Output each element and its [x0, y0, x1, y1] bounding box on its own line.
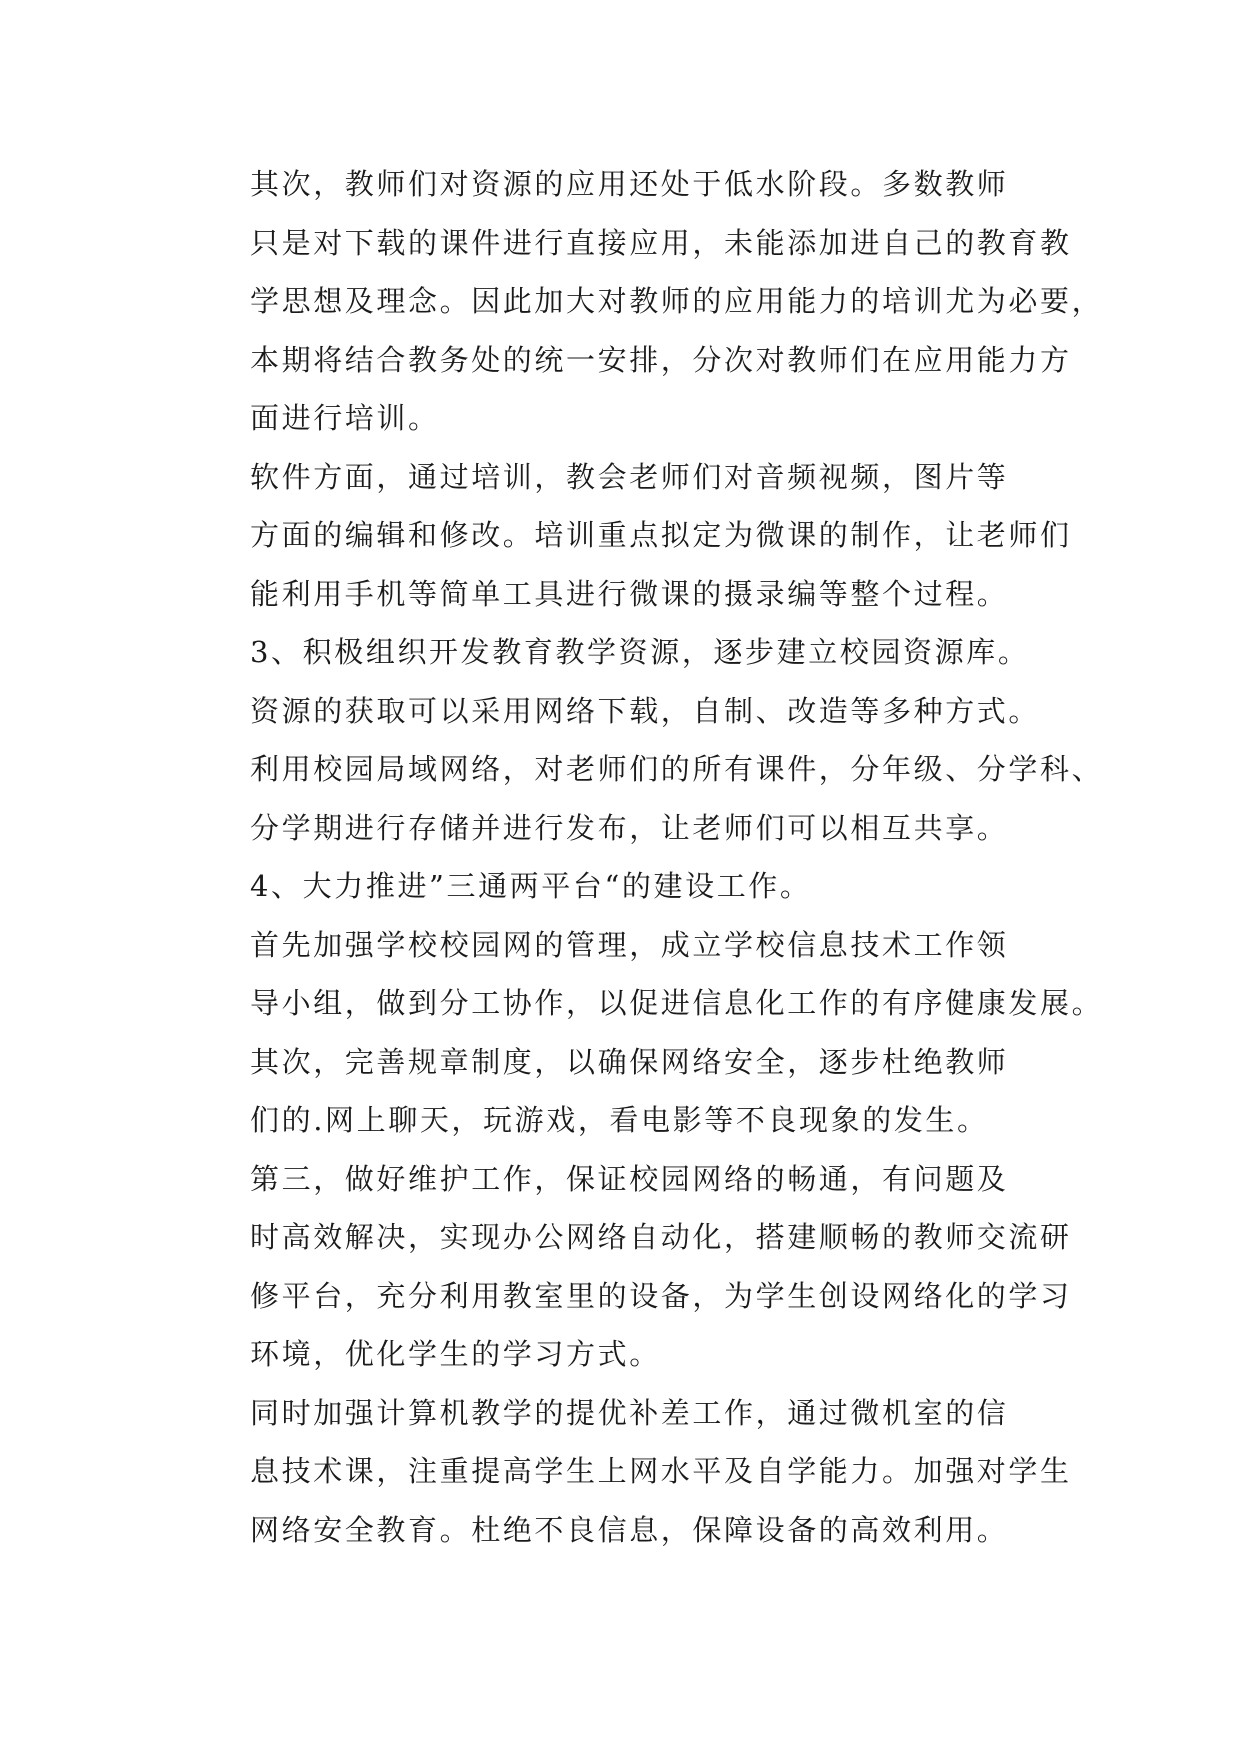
text-line: 只是对下载的课件进行直接应用，未能添加进自己的教育教 [250, 225, 1072, 260]
text-line: 同时加强计算机教学的提优补差工作，通过微机室的信 [250, 1395, 1009, 1430]
paragraph-8 [192, 1150, 1092, 1384]
section-heading-4 [192, 857, 1092, 916]
text-line: 软件方面，通过培训，教会老师们对音频视频，图片等 [250, 459, 1009, 494]
text-line: 3、积极组织开发教育教学资源，逐步建立校园资源库。 [250, 635, 1030, 669]
text-line: 面进行培训。 [250, 401, 440, 435]
text-line: 们的.网上聊天，玩游戏，看电影等不良现象的发生。 [250, 1103, 989, 1137]
paragraph-9 [192, 1384, 1092, 1560]
text-line: 第三，做好维护工作，保证校园网络的畅通，有问题及 [250, 1161, 1009, 1196]
text-line: 首先加强学校校园网的管理，成立学校信息技术工作领 [250, 927, 1009, 962]
text-line: 本期将结合教务处的统一安排，分次对教师们在应用能力方 [250, 342, 1072, 377]
text-line: 导小组，做到分工协作，以促进信息化工作的有序健康发展。 [250, 986, 1104, 1020]
section-heading-3 [192, 623, 1092, 682]
text-line: 时高效解决，实现办公网络自动化，搭建顺畅的教师交流研 [250, 1220, 1072, 1254]
text-line: 分学期进行存储并进行发布，让老师们可以相互共享。 [250, 810, 1009, 845]
text-line: 其次，教师们对资源的应用还处于低水阶段。多数教师 [250, 167, 1009, 201]
text-line: 环境，优化学生的学习方式。 [250, 1337, 661, 1371]
paragraph-2 [192, 448, 1092, 624]
text-line: 学思想及理念。因此加大对教师的应用能力的培训尤为必要， [250, 284, 1104, 318]
text-line: 网络安全教育。杜绝不良信息，保障设备的高效利用。 [250, 1512, 1009, 1547]
text-line: 息技术课，注重提高学生上网水平及自学能力。加强对学生 [250, 1454, 1072, 1488]
text-line: 资源的获取可以采用网络下载，自制、改造等多种方式。 [250, 693, 1041, 728]
text-line: 方面的编辑和修改。培训重点拟定为微课的制作，让老师们 [250, 518, 1072, 552]
document-body [192, 155, 1104, 1559]
text-line: 修平台，充分利用教室里的设备，为学生创设网络化的学习 [250, 1278, 1072, 1313]
text-line: 利用校园局域网络，对老师们的所有课件，分年级、分学科、 [250, 752, 1104, 786]
paragraph-1 [192, 155, 1104, 448]
paragraph-7 [192, 1033, 1092, 1150]
text-line: 其次，完善规章制度，以确保网络安全，逐步杜绝教师 [250, 1044, 1009, 1079]
text-line: 能利用手机等简单工具进行微课的摄录编等整个过程。 [250, 576, 1009, 611]
paragraph-4 [192, 682, 1104, 858]
paragraph-6 [192, 916, 1104, 1033]
text-line: 4、大力推进”三通两平台“的建设工作。 [250, 869, 812, 903]
